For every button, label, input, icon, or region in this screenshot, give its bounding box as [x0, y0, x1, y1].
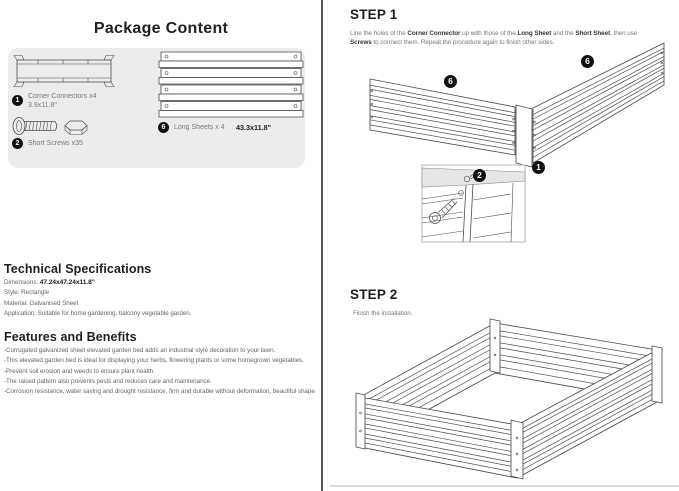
- badge-corner-connectors: 1: [12, 95, 23, 106]
- package-content-box: [8, 48, 305, 168]
- nut-illustration: [65, 121, 87, 135]
- step1-heading: STEP 1: [350, 7, 398, 22]
- step2-caption: Finish the installation.: [353, 310, 413, 317]
- label-long-sheets: Long Sheets x 4: [174, 124, 225, 131]
- callout-long-sheet-right: 6: [581, 55, 594, 68]
- tech-specs-section: [4, 262, 316, 319]
- badge-long-sheets: 6: [158, 122, 169, 133]
- feature-line: -Prevent soil erosion and weeds to ensure plant health.: [4, 367, 155, 375]
- feature-line: -Corrugated galvanized sheet elevated garden bed adds an industrial style decoration to your lawn.: [4, 347, 276, 354]
- tech-specs-heading: Technical Specifications: [4, 262, 152, 276]
- callout-long-sheet-left: 6: [444, 75, 457, 88]
- spec-dimensions: Dimensions: 47.24x47.24x11.8": [4, 279, 95, 286]
- bed-post-near: [511, 420, 523, 479]
- column-divider: [321, 0, 323, 491]
- size-long-sheets: 43.3x11.8": [236, 123, 271, 132]
- features-list: [4, 346, 319, 397]
- label-short-screws: Short Screws x35: [28, 140, 83, 147]
- bottom-divider: [330, 485, 679, 487]
- corner-connector-illustration: [13, 54, 115, 88]
- step2-illustration: [350, 313, 670, 485]
- step1-right-sheet: [533, 43, 664, 163]
- callout-screw: 2: [473, 169, 486, 182]
- step1-instructions: Line the holes of the Corner Connector up with those of the Long Sheet and the Short Sheet, then use Screws to connect them. Repeat the procedure again to finish other sides.: [350, 30, 638, 46]
- spec-application: Application: Suitable for home gardening, balcony vegetable garden.: [4, 309, 192, 317]
- features-heading: Features and Benefits: [4, 330, 137, 344]
- bed-post-left: [356, 393, 365, 449]
- spec-dimensions-value: 47.24x47.24x11.8": [39, 279, 95, 286]
- feature-line: -This elevated garden bed is ideal for displaying your herbs, flowering plants or some homegrown vegetables.: [4, 357, 304, 365]
- spec-style: Style: Rectangle: [4, 289, 50, 297]
- badge-short-screws: 2: [12, 138, 23, 149]
- spec-material: Material: Galvanised Sheet: [4, 299, 79, 307]
- feature-line: -The raised pattern also prevents pests and reduces care and maintenance.: [4, 377, 212, 385]
- screw-illustration: [9, 111, 93, 141]
- features-section: [4, 330, 319, 397]
- bed-post-right: [652, 346, 662, 403]
- step1-corner-connector: [516, 105, 532, 167]
- long-sheets-illustration: [157, 51, 305, 120]
- size-corner-connectors: 3.9x11.8": [28, 101, 57, 109]
- step1-illustration: [350, 38, 675, 250]
- page-title: Package Content: [93, 20, 229, 37]
- callout-corner-connector: 1: [532, 161, 545, 174]
- label-corner-connectors: Corner Connectors x4 3.9x11.8": [28, 93, 97, 109]
- feature-line: -Corrosion resistance, water saving and drought resistance, firm and durable without deformation, beautiful shape: [4, 388, 315, 396]
- step2-heading: STEP 2: [350, 287, 398, 302]
- step1-left-sheet: [370, 79, 515, 155]
- bed-post-far: [490, 319, 500, 373]
